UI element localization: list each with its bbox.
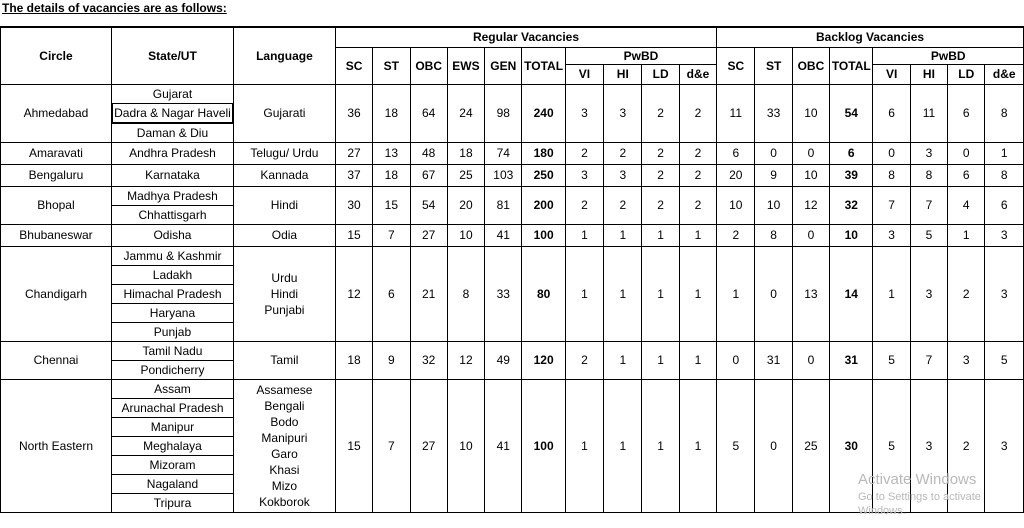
- language-item: Odia: [271, 228, 298, 242]
- regular-value-cell: 32: [410, 341, 447, 379]
- backlog-pwbd-cell: 2: [948, 246, 985, 341]
- header-back-st: ST: [755, 47, 792, 84]
- regular-pwbd-cell: 2: [642, 142, 679, 164]
- header-reg-ews: EWS: [447, 47, 484, 84]
- vacancies-table: [0, 26, 1024, 513]
- regular-value-cell: 15: [335, 379, 372, 512]
- header-back-vi: VI: [873, 64, 910, 84]
- regular-pwbd-cell: 1: [565, 379, 603, 512]
- backlog-value-cell: 25: [792, 379, 829, 512]
- state-item: Karnataka: [145, 168, 200, 182]
- language-cell: [234, 224, 336, 246]
- backlog-pwbd-cell: 3: [985, 379, 1024, 512]
- regular-pwbd-cell: 2: [679, 84, 716, 142]
- regular-pwbd-cell: 1: [604, 341, 642, 379]
- regular-value-cell: 33: [485, 246, 522, 341]
- header-back-ld: LD: [948, 64, 985, 84]
- regular-value-cell: 41: [485, 379, 522, 512]
- circle-cell: Bengaluru: [1, 164, 112, 186]
- backlog-value-cell: 0: [755, 142, 792, 164]
- backlog-pwbd-cell: 7: [910, 341, 947, 379]
- backlog-pwbd-cell: 1: [873, 246, 910, 341]
- language-item: Kokborok: [259, 494, 310, 509]
- regular-value-cell: 6: [373, 246, 410, 341]
- backlog-pwbd-cell: 6: [985, 186, 1024, 224]
- regular-value-cell: 7: [373, 224, 410, 246]
- header-reg-total: TOTAL: [522, 47, 565, 84]
- circle-cell: Bhubaneswar: [1, 224, 112, 246]
- state-item: Mizoram: [112, 455, 233, 474]
- state-item: Arunachal Pradesh: [112, 398, 233, 417]
- backlog-pwbd-cell: 0: [948, 142, 985, 164]
- backlog-value-cell: 31: [830, 341, 873, 379]
- regular-pwbd-cell: 2: [565, 142, 603, 164]
- table-row: [1, 341, 1024, 379]
- regular-value-cell: 120: [522, 341, 565, 379]
- backlog-value-cell: 10: [717, 186, 755, 224]
- regular-pwbd-cell: 1: [642, 224, 679, 246]
- state-item: Madhya Pradesh: [127, 188, 218, 203]
- regular-pwbd-cell: 1: [679, 379, 716, 512]
- state-item: Tamil Nadu: [142, 343, 203, 358]
- table-row: [1, 246, 1024, 341]
- language-item: Telugu/ Urdu: [250, 146, 319, 160]
- backlog-pwbd-cell: 6: [873, 84, 910, 142]
- header-reg-ld: LD: [642, 64, 679, 84]
- language-item: Urdu: [271, 270, 298, 285]
- circle-cell: Chandigarh: [1, 246, 112, 341]
- language-cell: [234, 84, 336, 142]
- regular-pwbd-cell: 1: [642, 246, 679, 341]
- vacancies-body: [1, 84, 1024, 512]
- state-item: Meghalaya: [112, 436, 233, 455]
- language-item: Garo: [271, 446, 298, 461]
- table-row: [1, 142, 1024, 164]
- regular-value-cell: 74: [485, 142, 522, 164]
- regular-value-cell: 10: [447, 379, 484, 512]
- language-cell: [234, 186, 336, 224]
- regular-value-cell: 81: [485, 186, 522, 224]
- backlog-pwbd-cell: 4: [948, 186, 985, 224]
- state-cell: [111, 84, 233, 142]
- regular-pwbd-cell: 1: [642, 379, 679, 512]
- table-row: [1, 164, 1024, 186]
- backlog-value-cell: 6: [717, 142, 755, 164]
- backlog-pwbd-cell: 2: [948, 379, 985, 512]
- state-item: Jammu & Kashmir: [123, 248, 222, 263]
- state-cell: [111, 164, 233, 186]
- regular-value-cell: 24: [447, 84, 484, 142]
- header-reg-hi: HI: [604, 64, 642, 84]
- language-cell: [234, 142, 336, 164]
- regular-value-cell: 18: [373, 164, 410, 186]
- backlog-pwbd-cell: 5: [873, 379, 910, 512]
- state-cell: [111, 224, 233, 246]
- regular-pwbd-cell: 2: [679, 186, 716, 224]
- state-cell: [111, 341, 233, 379]
- regular-value-cell: 54: [410, 186, 447, 224]
- backlog-value-cell: 11: [717, 84, 755, 142]
- backlog-value-cell: 10: [792, 84, 829, 142]
- regular-value-cell: 27: [335, 142, 372, 164]
- table-row: [1, 224, 1024, 246]
- regular-value-cell: 25: [447, 164, 484, 186]
- backlog-pwbd-cell: 8: [910, 164, 947, 186]
- backlog-pwbd-cell: 5: [985, 341, 1024, 379]
- backlog-value-cell: 30: [830, 379, 873, 512]
- language-cell: [234, 246, 336, 341]
- backlog-value-cell: 0: [717, 341, 755, 379]
- backlog-value-cell: 10: [792, 164, 829, 186]
- header-language: Language: [234, 27, 336, 84]
- state-cell: [111, 186, 233, 224]
- regular-pwbd-cell: 1: [565, 246, 603, 341]
- backlog-pwbd-cell: 7: [910, 186, 947, 224]
- backlog-value-cell: 12: [792, 186, 829, 224]
- regular-pwbd-cell: 3: [565, 164, 603, 186]
- state-item: Ladakh: [112, 265, 233, 284]
- regular-pwbd-cell: 1: [679, 246, 716, 341]
- regular-pwbd-cell: 1: [604, 224, 642, 246]
- state-item: Andhra Pradesh: [129, 146, 216, 160]
- backlog-value-cell: 8: [755, 224, 792, 246]
- header-back-sc: SC: [717, 47, 755, 84]
- state-item: Assam: [154, 381, 191, 396]
- regular-value-cell: 49: [485, 341, 522, 379]
- regular-pwbd-cell: 2: [642, 84, 679, 142]
- regular-value-cell: 30: [335, 186, 372, 224]
- backlog-value-cell: 14: [830, 246, 873, 341]
- header-reg-sc: SC: [335, 47, 372, 84]
- regular-pwbd-cell: 2: [565, 341, 603, 379]
- header-back-total: TOTAL: [830, 47, 873, 84]
- regular-value-cell: 27: [410, 379, 447, 512]
- state-item: Nagaland: [112, 474, 233, 493]
- regular-pwbd-cell: 3: [565, 84, 603, 142]
- header-reg-pwbd: PwBD: [565, 47, 716, 64]
- regular-value-cell: 41: [485, 224, 522, 246]
- backlog-pwbd-cell: 8: [985, 164, 1024, 186]
- backlog-value-cell: 20: [717, 164, 755, 186]
- circle-cell: Bhopal: [1, 186, 112, 224]
- backlog-value-cell: 0: [755, 246, 792, 341]
- regular-value-cell: 15: [335, 224, 372, 246]
- regular-value-cell: 7: [373, 379, 410, 512]
- header-state: State/UT: [111, 27, 233, 84]
- backlog-pwbd-cell: 6: [948, 164, 985, 186]
- regular-value-cell: 250: [522, 164, 565, 186]
- watermark-line1: Activate Windows: [858, 471, 977, 488]
- regular-value-cell: 18: [373, 84, 410, 142]
- state-item: Manipur: [112, 417, 233, 436]
- state-cell: [111, 142, 233, 164]
- regular-value-cell: 48: [410, 142, 447, 164]
- language-item: Hindi: [270, 198, 299, 212]
- regular-pwbd-cell: 3: [604, 84, 642, 142]
- backlog-pwbd-cell: 8: [873, 164, 910, 186]
- state-item: Punjab: [112, 322, 233, 341]
- backlog-pwbd-cell: 11: [910, 84, 947, 142]
- regular-pwbd-cell: 2: [679, 164, 716, 186]
- header-back-pwbd: PwBD: [873, 47, 1024, 64]
- backlog-value-cell: 10: [755, 186, 792, 224]
- backlog-value-cell: 1: [717, 246, 755, 341]
- regular-value-cell: 13: [373, 142, 410, 164]
- state-item: Gujarat: [152, 86, 193, 101]
- regular-value-cell: 20: [447, 186, 484, 224]
- backlog-pwbd-cell: 8: [985, 84, 1024, 142]
- state-item: Pondicherry: [112, 360, 233, 379]
- backlog-value-cell: 2: [717, 224, 755, 246]
- regular-pwbd-cell: 1: [679, 224, 716, 246]
- language-item: Manipuri: [261, 430, 308, 445]
- backlog-value-cell: 5: [717, 379, 755, 512]
- regular-pwbd-cell: 1: [679, 341, 716, 379]
- backlog-pwbd-cell: 3: [910, 142, 947, 164]
- regular-value-cell: 98: [485, 84, 522, 142]
- regular-value-cell: 37: [335, 164, 372, 186]
- backlog-pwbd-cell: 5: [910, 224, 947, 246]
- circle-cell: Amaravati: [1, 142, 112, 164]
- regular-value-cell: 12: [335, 246, 372, 341]
- regular-pwbd-cell: 1: [642, 341, 679, 379]
- regular-value-cell: 15: [373, 186, 410, 224]
- backlog-pwbd-cell: 1: [948, 224, 985, 246]
- backlog-value-cell: 13: [792, 246, 829, 341]
- regular-value-cell: 10: [447, 224, 484, 246]
- header-circle: Circle: [1, 27, 112, 84]
- language-item: Bengali: [264, 398, 305, 413]
- regular-pwbd-cell: 1: [604, 379, 642, 512]
- state-item: Odisha: [153, 228, 192, 242]
- header-regular-vacancies: Regular Vacancies: [335, 27, 716, 47]
- regular-value-cell: 100: [522, 379, 565, 512]
- regular-pwbd-cell: 1: [604, 246, 642, 341]
- backlog-pwbd-cell: 5: [873, 341, 910, 379]
- header-back-de: d&e: [985, 64, 1024, 84]
- regular-pwbd-cell: 1: [565, 224, 603, 246]
- state-item: Daman & Diu: [112, 123, 233, 142]
- backlog-value-cell: 32: [830, 186, 873, 224]
- header-reg-vi: VI: [565, 64, 603, 84]
- header-back-hi: HI: [910, 64, 947, 84]
- state-cell: [111, 379, 233, 512]
- regular-value-cell: 36: [335, 84, 372, 142]
- language-item: Assamese: [256, 382, 313, 397]
- backlog-pwbd-cell: 3: [985, 246, 1024, 341]
- regular-pwbd-cell: 2: [642, 186, 679, 224]
- language-item: Kannada: [260, 168, 309, 182]
- language-item: Tamil: [270, 353, 299, 367]
- regular-value-cell: 18: [335, 341, 372, 379]
- regular-value-cell: 9: [373, 341, 410, 379]
- regular-pwbd-cell: 2: [565, 186, 603, 224]
- state-item: Haryana: [112, 303, 233, 322]
- backlog-pwbd-cell: 3: [948, 341, 985, 379]
- backlog-value-cell: 31: [755, 341, 792, 379]
- backlog-value-cell: 39: [830, 164, 873, 186]
- backlog-value-cell: 0: [792, 341, 829, 379]
- regular-value-cell: 240: [522, 84, 565, 142]
- backlog-pwbd-cell: 7: [873, 186, 910, 224]
- backlog-value-cell: 10: [830, 224, 873, 246]
- regular-value-cell: 67: [410, 164, 447, 186]
- regular-value-cell: 180: [522, 142, 565, 164]
- header-back-obc: OBC: [792, 47, 829, 84]
- header-reg-st: ST: [373, 47, 410, 84]
- language-item: Bodo: [270, 414, 299, 429]
- language-item: Gujarati: [263, 106, 306, 120]
- backlog-pwbd-cell: 3: [910, 246, 947, 341]
- language-item: Khasi: [269, 462, 300, 477]
- regular-pwbd-cell: 2: [604, 186, 642, 224]
- backlog-pwbd-cell: 6: [948, 84, 985, 142]
- backlog-pwbd-cell: 3: [873, 224, 910, 246]
- regular-value-cell: 21: [410, 246, 447, 341]
- language-cell: [234, 341, 336, 379]
- backlog-pwbd-cell: 1: [985, 142, 1024, 164]
- backlog-pwbd-cell: 3: [985, 224, 1024, 246]
- circle-cell: Chennai: [1, 341, 112, 379]
- backlog-pwbd-cell: 0: [873, 142, 910, 164]
- state-item: Himachal Pradesh: [112, 284, 233, 303]
- regular-value-cell: 27: [410, 224, 447, 246]
- regular-value-cell: 80: [522, 246, 565, 341]
- language-item: Mizo: [271, 478, 298, 493]
- state-item: Chhattisgarh: [112, 205, 233, 224]
- header-backlog-vacancies: Backlog Vacancies: [717, 27, 1024, 47]
- watermark-line2: Go to Settings to activate Windows.: [858, 491, 981, 517]
- state-item: Tripura: [112, 493, 233, 512]
- circle-cell: Ahmedabad: [1, 84, 112, 142]
- regular-pwbd-cell: 2: [642, 164, 679, 186]
- backlog-value-cell: 6: [830, 142, 873, 164]
- header-reg-gen: GEN: [485, 47, 522, 84]
- language-item: Hindi: [270, 286, 299, 301]
- backlog-value-cell: 0: [755, 379, 792, 512]
- regular-value-cell: 12: [447, 341, 484, 379]
- circle-cell: North Eastern: [1, 379, 112, 512]
- backlog-value-cell: 9: [755, 164, 792, 186]
- regular-value-cell: 8: [447, 246, 484, 341]
- table-row: [1, 186, 1024, 224]
- language-cell: [234, 379, 336, 512]
- regular-value-cell: 103: [485, 164, 522, 186]
- regular-value-cell: 200: [522, 186, 565, 224]
- regular-pwbd-cell: 2: [679, 142, 716, 164]
- regular-value-cell: 100: [522, 224, 565, 246]
- backlog-pwbd-cell: 3: [910, 379, 947, 512]
- regular-value-cell: 18: [447, 142, 484, 164]
- table-row: [1, 84, 1024, 142]
- backlog-value-cell: 0: [792, 142, 829, 164]
- header-reg-de: d&e: [679, 64, 716, 84]
- table-row: [1, 379, 1024, 512]
- regular-pwbd-cell: 2: [604, 142, 642, 164]
- state-cell: [111, 246, 233, 341]
- backlog-value-cell: 33: [755, 84, 792, 142]
- backlog-value-cell: 0: [792, 224, 829, 246]
- language-cell: [234, 164, 336, 186]
- page-heading: The details of vacancies are as follows:: [2, 1, 227, 15]
- regular-value-cell: 64: [410, 84, 447, 142]
- backlog-value-cell: 54: [830, 84, 873, 142]
- language-item: Punjabi: [264, 302, 305, 317]
- state-item: Dadra & Nagar Haveli: [112, 103, 233, 123]
- regular-pwbd-cell: 3: [604, 164, 642, 186]
- header-reg-obc: OBC: [410, 47, 447, 84]
